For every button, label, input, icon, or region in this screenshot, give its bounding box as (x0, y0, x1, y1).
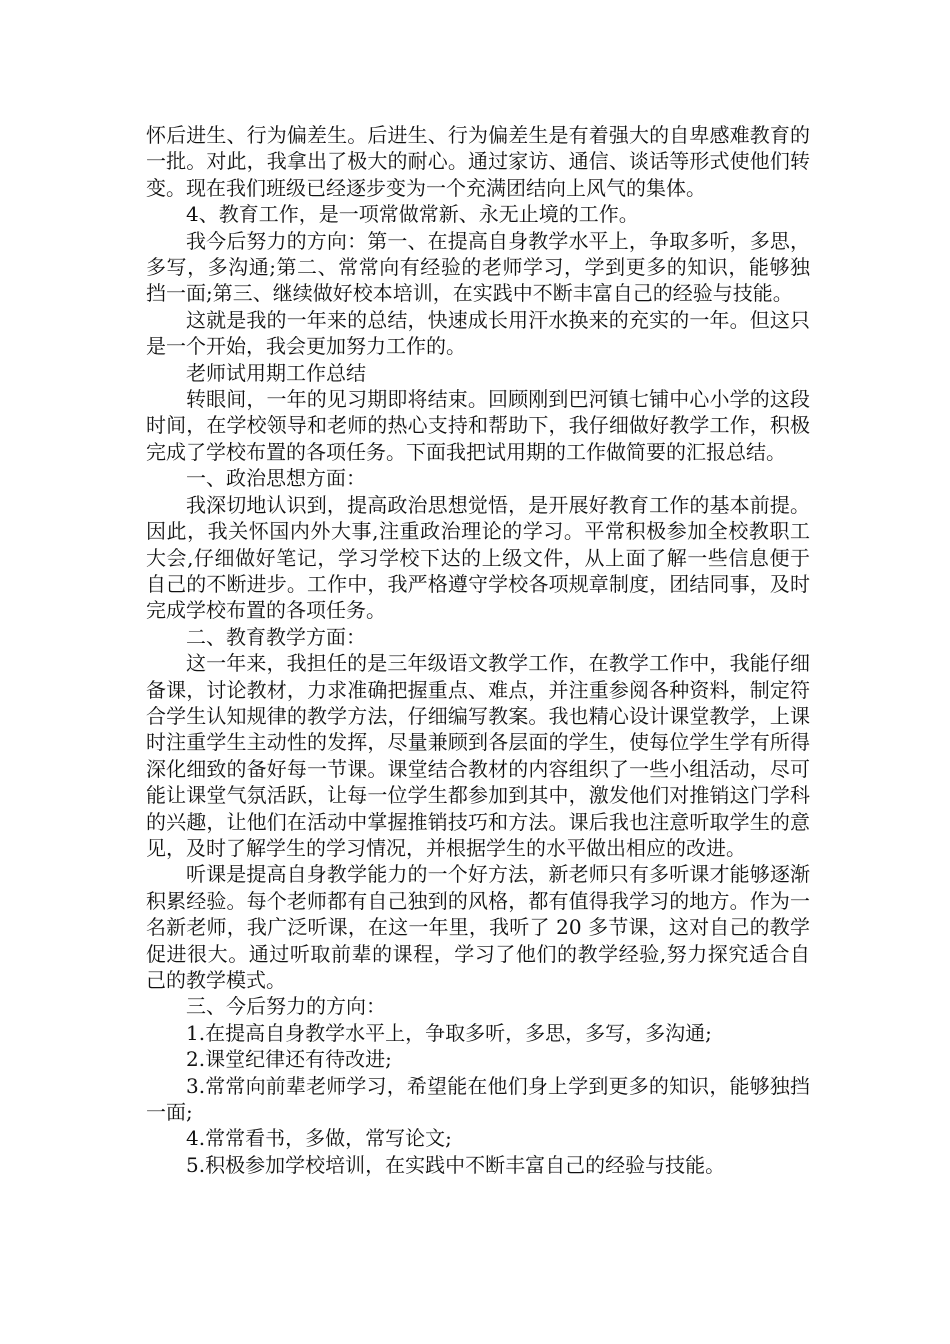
paragraph: 4、教育工作，是一项常做常新、永无止境的工作。 (186, 202, 639, 227)
paragraph-continuation: 怀后进生、行为偏差生。后进生、行为偏差生是有着强大的自卑感难教育的一批。对此，我拿出了极大的耐心。通过家访、通信、谈话等形式使他们转变。现在我们班级已经逐步变为一个充满团结向上风气的集体。 (146, 123, 810, 200)
document-body (146, 122, 810, 1178)
section-heading: 三、今后努力的方向： (186, 994, 386, 1019)
paragraph: 听课是提高自身教学能力的一个好方法，新老师只有多听课才能够逐渐积累经验。每个老师都有自己独到的风格，都有值得我学习的地方。作为一名新老师，我广泛听课，在这一年里，我听了 20 多节课，这对自己的教学促进很大。通过听取前辈的课程，学习了他们的教学经验,努力探究适合自己的教学模式。 (146, 862, 810, 992)
paragraph: 我深切地认识到，提高政治思想觉悟，是开展好教育工作的基本前提。因此，我关怀国内外大事,注重政治理论的学习。平常积极参加全校教职工大会,仔细做好笔记，学习学校下达的上级文件，从上面了解一些信息便于自己的不断进步。工作中，我严格遵守学校各项规章制度，团结同事，及时完成学校布置的各项任务。 (146, 492, 810, 623)
list-item: 2.课堂纪律还有待改进; (186, 1047, 392, 1072)
paragraph: 这一年来，我担任的是三年级语文教学工作，在教学工作中，我能仔细备课，讨论教材，力求准确把握重点、难点，并注重参阅各种资料，制定符合学生认知规律的教学方法，仔细编写教案。我也精心设计课堂教学，上课时注重学生主动性的发挥，尽量兼顾到各层面的学生，使每位学生学有所得深化细致的备好每一节课。课堂结合教材的内容组织了一些小组活动，尽可能让课堂气氛活跃，让每一位学生都参加到其中，激发他们对推销这门学科的兴趣，让他们在活动中掌握推销技巧和方法。课后我也注意听取学生的意见，及时了解学生的学习情况，并根据学生的水平做出相应的改进。 (146, 651, 810, 860)
paragraph: 转眼间，一年的见习期即将结束。回顾刚到巴河镇七铺中心小学的这段时间，在学校领导和老师的热心支持和帮助下，我仔细做好教学工作，积极完成了学校布置的各项任务。下面我把试用期的工作做简要的汇报总结。 (146, 387, 810, 464)
list-item: 1.在提高自身教学水平上，争取多听，多思，多写，多沟通; (186, 1020, 712, 1045)
section-heading: 一、政治思想方面： (186, 466, 366, 491)
section-heading: 二、教育教学方面： (186, 624, 366, 649)
paragraph: 我今后努力的方向：第一、在提高自身教学水平上，争取多听，多思，多写，多沟通;第二、常常向有经验的老师学习，学到更多的知识，能够独挡一面;第三、继续做好校本培训，在实践中不断丰富自己的经验与技能。 (146, 228, 810, 306)
list-item: 3.常常向前辈老师学习，希望能在他们身上学到更多的知识，能够独挡一面; (146, 1073, 810, 1125)
list-item: 5.积极参加学校培训，在实践中不断丰富自己的经验与技能。 (186, 1152, 726, 1177)
paragraph: 这就是我的一年来的总结，快速成长用汗水换来的充实的一年。但这只是一个开始，我会更加努力工作的。 (146, 307, 810, 359)
list-item: 4.常常看书，多做，常写论文; (186, 1126, 452, 1151)
section-title: 老师试用期工作总结 (186, 360, 366, 385)
